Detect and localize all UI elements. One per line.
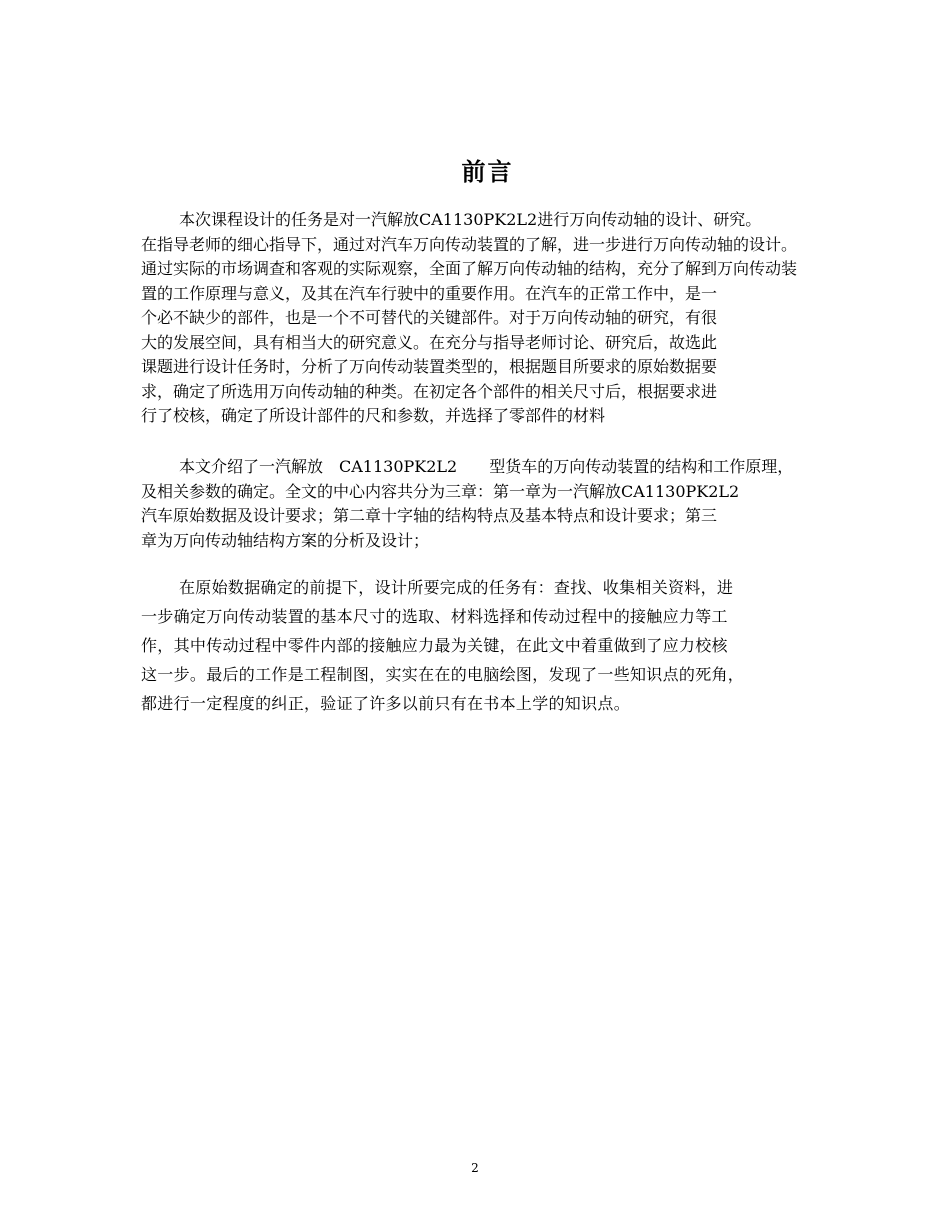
paragraph-line: 作，其中传动过程中零件内部的接触应力最为关键，在此文中着重做到了应力校核 [141, 636, 728, 655]
paragraph-line: 求，确定了所选用万向传动轴的种类。在初定各个部件的相关尺寸后，根据要求进 [141, 381, 718, 401]
paragraph-line: 在指导老师的细心指导下，通过对汽车万向传动装置的了解，进一步进行万向传动轴的设计。 [141, 234, 798, 254]
paragraph-tasks [141, 573, 744, 718]
paragraph-line: 在原始数据确定的前提下，设计所要完成的任务有：查找、收集相关资料，进 [179, 578, 734, 597]
paragraph-line: 本次课程设计的任务是对一汽解放CA1130PK2L2进行万向传动轴的设计、研究。 [179, 210, 762, 229]
paragraph-intro [141, 208, 797, 429]
page-number: 2 [471, 1161, 479, 1175]
paragraph-line: 一步确定万向传动装置的基本尺寸的选取、材料选择和传动过程中的接触应力等工 [141, 607, 728, 626]
paragraph-line: 本文介绍了一汽解放 CA1130PK2L2 型货车的万向传动装置的结构和工作原理， [179, 457, 794, 476]
paragraph-line: 大的发展空间，具有相当大的研究意义。在充分与指导老师讨论、研究后，故选此 [141, 332, 718, 352]
paragraph-line: 行了校核，确定了所设计部件的尺和参数，并选择了零部件的材料 [141, 406, 606, 425]
paragraph-line: 章为万向传动轴结构方案的分析及设计； [141, 530, 430, 550]
paragraph-line: 置的工作原理与意义，及其在汽车行驶中的重要作用。在汽车的正常工作中，是一 [141, 283, 718, 303]
paragraph-line: 这一步。最后的工作是工程制图，实实在在的电脑绘图，发现了一些知识点的死角， [141, 665, 745, 684]
paragraph-structure [141, 455, 793, 553]
paragraph-line: 及相关参数的确定。全文的中心内容共分为三章：第一章为一汽解放CA1130PK2L2 [141, 481, 740, 501]
paragraph-line: 课题进行设计任务时，分析了万向传动装置类型的，根据题目所要求的原始数据要 [141, 357, 718, 376]
paragraph-line: 通过实际的市场调查和客观的实际观察，全面了解万向传动轴的结构，充分了解到万向传动装 [141, 259, 798, 278]
paragraph-line: 个必不缺少的部件，也是一个不可替代的关键部件。对于万向传动轴的研究，有很 [141, 308, 718, 327]
paragraph-line: 汽车原始数据及设计要求；第二章十字轴的结构特点及基本特点和设计要求；第三 [141, 506, 718, 525]
page-title: 前言 [461, 157, 514, 186]
paragraph-line: 都进行一定程度的纠正，验证了许多以前只有在书本上学的知识点。 [141, 694, 631, 713]
